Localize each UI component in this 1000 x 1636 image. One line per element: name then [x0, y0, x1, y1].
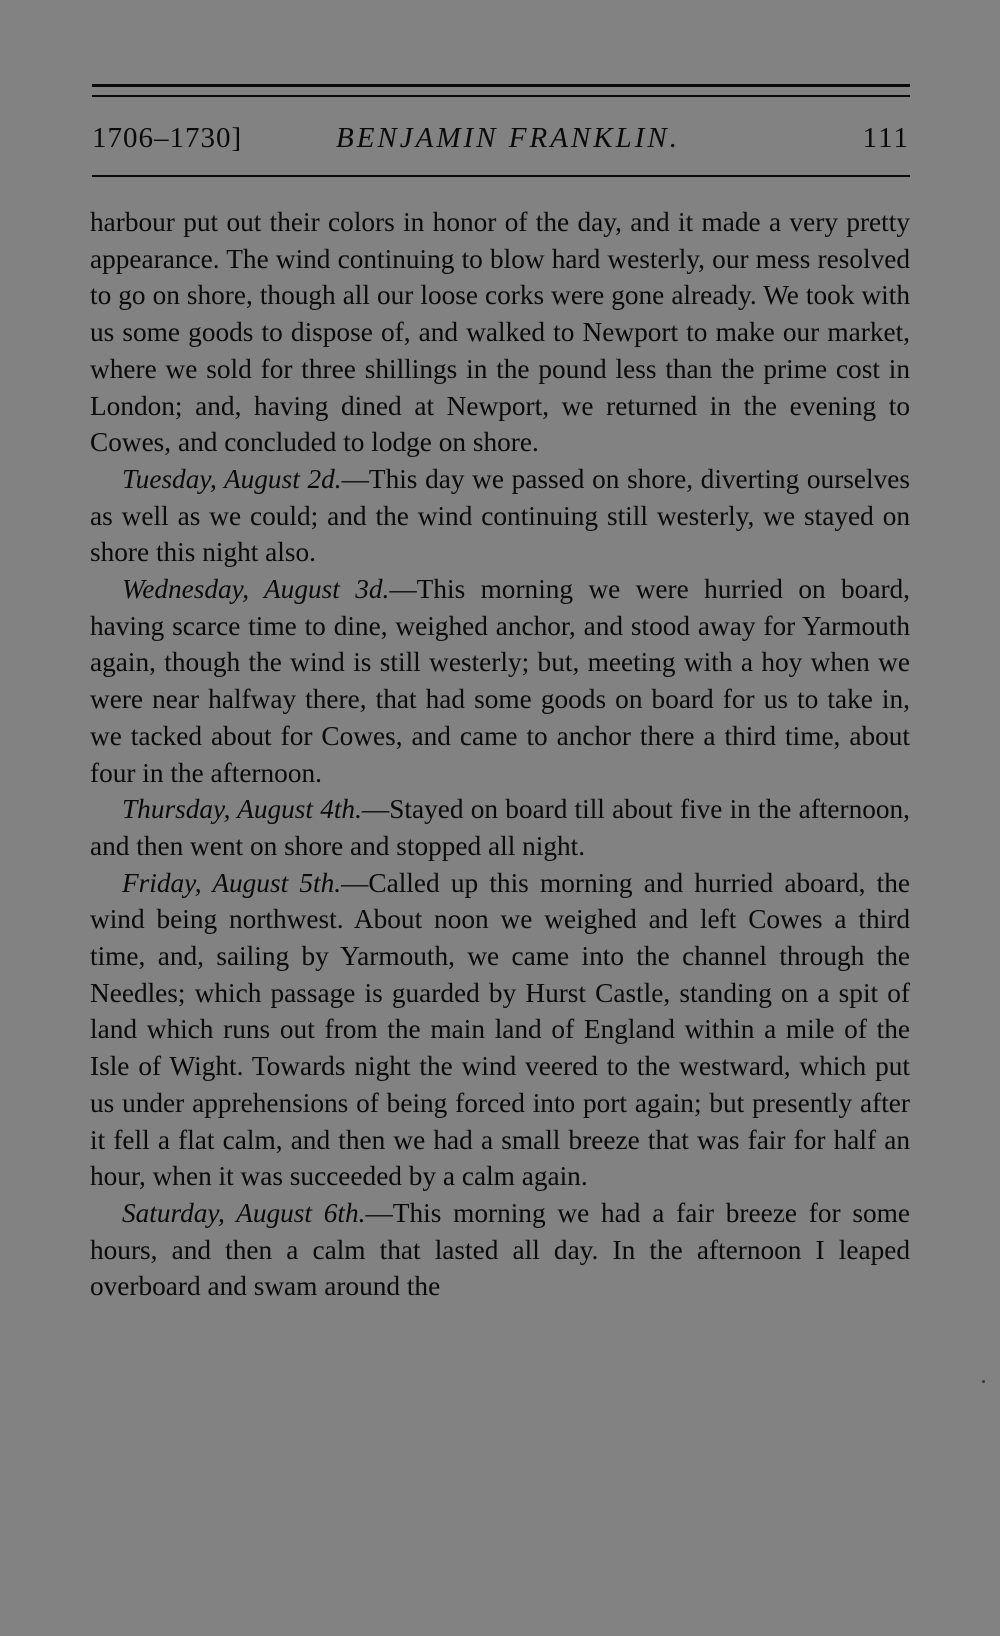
journal-entry — [90, 461, 910, 571]
margin-speck — [982, 1380, 985, 1383]
entry-text: —Called up this morning and hurried aboard, the wind being northwest. About noon we weighed and left Cowes a third time, and, sailing by Yarmouth, we came into the channel through the Needles; which passage is guarded by Hurst Castle, standing on a spit of land which runs out from the main land of England within a mile of the Isle of Wight. Towards night the wind veered to the westward, which put us under apprehensions of being forced into port again; but presently after it fell a flat calm, and then we had a small breeze that was fair for half an hour, when it was succeeded by a calm again. — [90, 867, 910, 1192]
page-number: 111 — [862, 122, 910, 154]
top-rule-thin — [92, 95, 910, 97]
running-head-date-range: 1706–1730] — [92, 122, 243, 154]
entry-date: Thursday, August 4th. — [122, 794, 362, 825]
top-rule-thick — [92, 84, 910, 87]
entry-date: Saturday, August 6th. — [122, 1197, 366, 1228]
entry-text: —Stayed on board till about five in the afternoon, and then went on shore and stopped all night. — [90, 794, 910, 861]
journal-entry — [90, 571, 910, 791]
paragraph — [90, 204, 910, 461]
entry-text: —This morning we had a fair breeze for some hours, and then a calm that lasted all day. In the afternoon I leaped overboard and swam around the — [90, 1197, 910, 1302]
entry-date: Tuesday, August 2d. — [122, 463, 342, 494]
journal-entry — [90, 1195, 910, 1305]
running-head-title: BENJAMIN FRANKLIN. — [336, 122, 680, 154]
entry-text: —This morning we were hurried on board, having scarce time to dine, weighed anchor, and stood away for Yarmouth again, though the wind is still westerly; but, meeting with a hoy when we were near halfway there, that had some goods on board for us to take in, we tacked about for Cowes, and came to anchor there a third time, about four in the afternoon. — [90, 574, 911, 788]
running-head — [92, 118, 910, 158]
entry-date: Wednesday, August 3d. — [122, 574, 390, 605]
header-rule — [92, 175, 910, 177]
journal-entry — [90, 791, 910, 864]
journal-entry — [90, 865, 910, 1195]
paragraph-text: harbour put out their colors in honor of the day, and it made a very pretty appearance. The wind continuing to blow hard westerly, our mess resolved to go on shore, though all our loose corks were gone already. We took with us some goods to dispose of, and walked to Newport to make our market, where we sold for three shillings in the pound less than the prime cost in London; and, having dined at Newport, we returned in the evening to Cowes, and concluded to lodge on shore. — [90, 207, 910, 458]
entry-date: Friday, August 5th. — [122, 867, 342, 898]
body-text — [90, 204, 910, 1305]
entry-text: —This day we passed on shore, diverting ourselves as well as we could; and the wind continuing still westerly, we stayed on shore this night also. — [90, 463, 910, 568]
